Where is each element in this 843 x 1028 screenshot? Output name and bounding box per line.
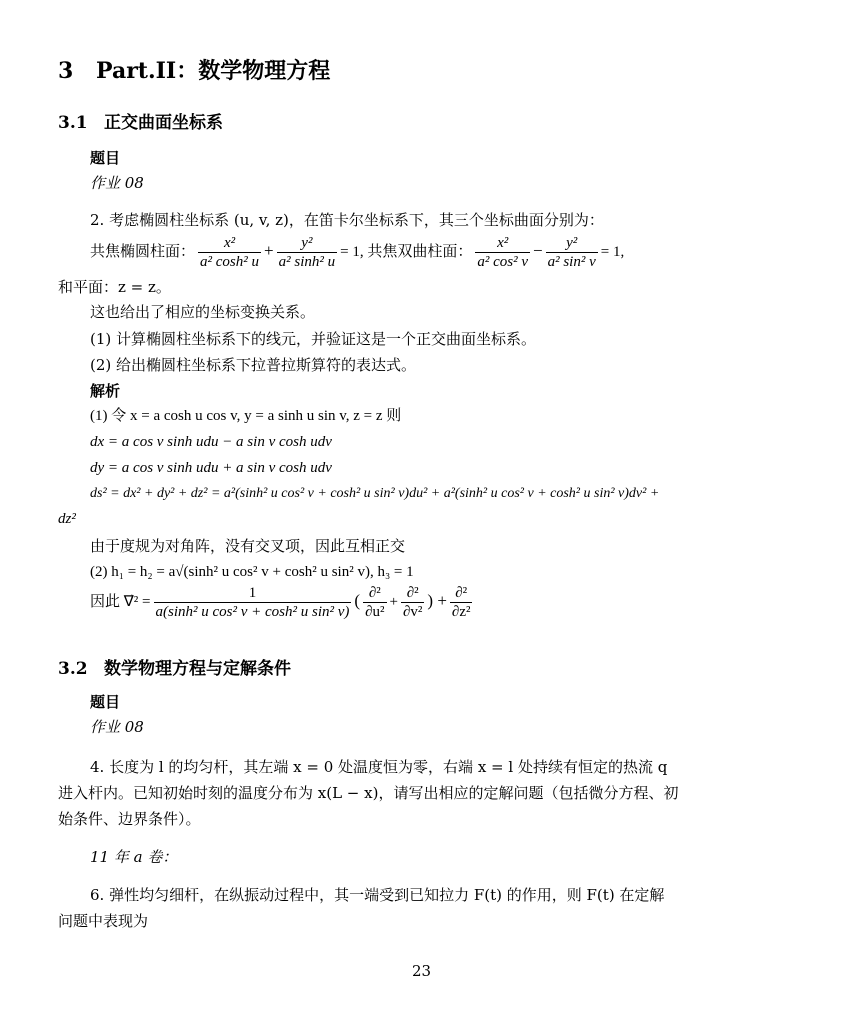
laplacian-formula: 因此 ∇⃗² = $\frac{1}{\text{a(sinh² u cos² v + cosh² u sin² v)}}$ ( $\frac{\text{∂²}}{\text{∂u²}}$ + $\frac{\text{∂²}}{\text{∂v²}}$ ) + $\frac{\text{∂²}}{\text{∂z²}}$ — [90, 585, 471, 620]
source-note: 作业 08 — [90, 174, 144, 192]
fraction: $\frac{1}{\text{a(sinh² u cos² v + cosh² u sin² v)}}$ — [155, 585, 350, 620]
subsection-heading-3-2 — [58, 654, 291, 679]
coordinate-surfaces: 共焦椭圆柱面： $\frac{\text{x²}}{\text{a² cosh² u}}$ + $\frac{\text{y²}}{\text{a² sinh² u}}$ = 1, 共焦双曲柱面： $\frac{\text{x²}}{\text{a² cos² v}}$ − $\frac{\text{y²}}{\text{a² sin² v}}$ = 1, — [90, 235, 625, 270]
solution-ds2: ds² = dx² + dy² + dz² = a²(sinh² u cos² v + cosh² u sin² v)du² + a²(sinh² u cos² v + cosh² u sin² v)dv² + — [90, 486, 660, 501]
exam-label: 11 年 a 卷： — [90, 848, 178, 866]
laplacian-label: 因此 ∇⃗² = — [90, 593, 151, 610]
problem-6-line-1: 6. 弹性均匀细杆，在纵振动过程中，其一端受到已知拉力 F(t) 的作用，则 F(t) 在定解 — [90, 886, 665, 904]
problem-4-line-2: 进入杆内。已知初始时刻的温度分布为 x(L − x)，请写出相应的定解问题（包括微分方程、初 — [58, 784, 679, 802]
fraction: $\frac{\text{∂²}}{\text{∂z²}}$ — [451, 585, 471, 620]
scale-factors: (2) h₁ = h₂ = a√(sinh² u cos² v + cosh² u sin² v), h₃ = 1 — [90, 564, 414, 580]
fraction: $\frac{\text{∂²}}{\text{∂v²}}$ — [402, 585, 423, 620]
subsection-title: 正交曲面坐标系 — [104, 113, 223, 133]
problem-4-line-1: 4. 长度为 l 的均匀杆，其左端 x = 0 处温度恒为零，右端 x = l 处持续有恒定的热流 q — [90, 758, 668, 776]
subsection-title: 数学物理方程与定解条件 — [104, 659, 291, 679]
solution-step-1: (1) 令 x = a cosh u cos v, y = a sinh u sin v, z = z 则 — [90, 408, 402, 424]
question-2: (2) 给出椭圆柱坐标系下拉普拉斯算符的表达式。 — [90, 356, 417, 374]
fraction: $\frac{\text{x²}}{\text{a² cos² v}}$ — [477, 235, 528, 270]
subsection-heading-3-1 — [58, 108, 223, 133]
subsection-number: 3.2 — [58, 659, 88, 679]
solution-label: 解析 — [90, 382, 121, 400]
plane-text: 和平面：z = z。 — [58, 278, 171, 296]
transform-note: 这也给出了相应的坐标变换关系。 — [90, 303, 316, 321]
solution-dy: dy = a cos v sinh udu + a sin v cosh udv — [90, 460, 332, 476]
problem-intro: 2. 考虑椭圆柱坐标系 (u, v, z)，在笛卡尔坐标系下，其三个坐标曲面分别为： — [90, 211, 604, 229]
problem-4-line-3: 始条件、边界条件）。 — [58, 810, 201, 828]
fraction: $\frac{\text{∂²}}{\text{∂u²}}$ — [365, 585, 385, 620]
surface1-label: 共焦椭圆柱面： — [90, 243, 196, 260]
section-number: 3 — [58, 58, 74, 84]
fraction: $\frac{\text{x²}}{\text{a² cosh² u}}$ — [200, 235, 260, 270]
problem-label: 题目 — [90, 693, 121, 711]
problem-label: 题目 — [90, 149, 121, 167]
page-number: 23 — [411, 962, 432, 980]
source-note: 作业 08 — [90, 718, 144, 736]
fraction: $\frac{\text{y²}}{\text{a² sinh² u}}$ — [278, 235, 336, 270]
fraction: $\frac{\text{y²}}{\text{a² sin² v}}$ — [547, 235, 596, 270]
solution-dx: dx = a cos v sinh udu − a sin v cosh udv — [90, 434, 332, 450]
surface2-label: = 1, 共焦双曲柱面： — [340, 243, 473, 260]
subsection-number: 3.1 — [58, 113, 88, 133]
problem-6-line-2: 问题中表现为 — [58, 912, 149, 930]
orthogonal-conclusion: 由于度规为对角阵，没有交叉项，因此互相正交 — [90, 537, 406, 555]
solution-dz2: dz² — [58, 511, 76, 527]
section-title: Part.II：数学物理方程 — [96, 58, 331, 84]
surface2-end: = 1, — [600, 243, 625, 260]
section-heading — [58, 54, 330, 85]
question-1: (1) 计算椭圆柱坐标系下的线元，并验证这是一个正交曲面坐标系。 — [90, 330, 537, 348]
